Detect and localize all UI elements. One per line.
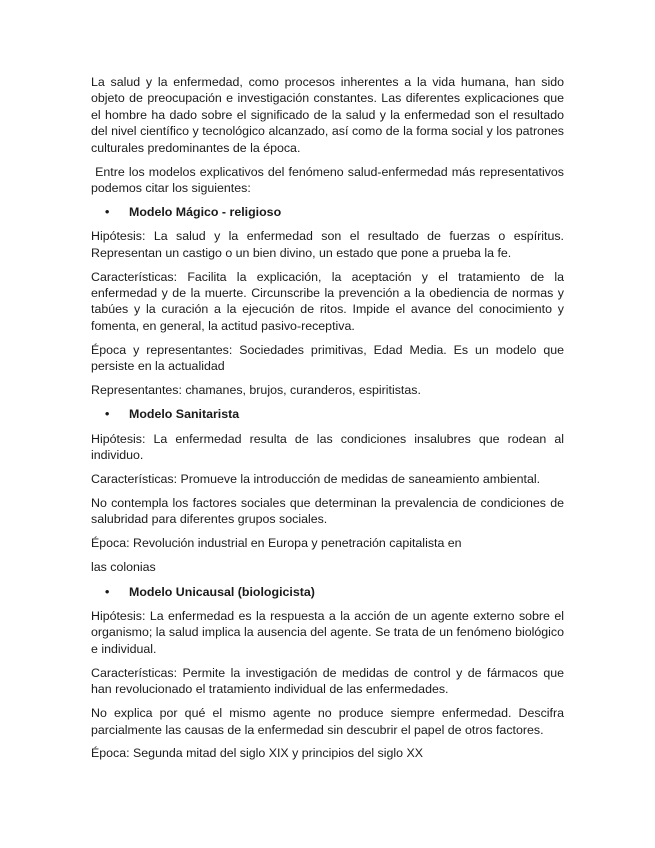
model-paragraph: Hipótesis: La salud y la enfermedad son el resultado de fuerzas o espíritus. Representan un castigo o un bien divino, un estado que pone a prueba la fe. [91, 229, 564, 260]
models-intro-paragraph: Entre los modelos explicativos del fenómeno salud-enfermedad más representativos podemos citar los siguientes: [91, 164, 564, 195]
model-paragraph: Características: Permite la investigación de medidas de control y de fármacos que han revolucionado el tratamiento individual de las enfermedades. [91, 665, 564, 697]
model-paragraph: No contempla los factores sociales que determinan la prevalencia de condiciones de salubridad para diferentes grupos sociales. [91, 496, 564, 527]
model-heading-unicausal [91, 584, 564, 600]
model-paragraph: Hipótesis: La enfermedad resulta de las condiciones insalubres que rodean al individuo. [91, 431, 564, 463]
model-title: Modelo Unicausal (biologicista) [129, 584, 315, 599]
model-title: Modelo Sanitarista [129, 407, 240, 422]
model-paragraph: No explica por qué el mismo agente no produce siempre enfermedad. Descifra parcialmente las causas de la enfermedad sin descubrir el papel de otros factores. [91, 706, 564, 737]
model-paragraph: Características: Facilita la explicación, la aceptación y el tratamiento de la enfermedad y de la muerte. Circunscribe la prevención a la obediencia de normas y tabúes y la curación a la ejecución de ritos. Impide el avance del conocimiento y fomenta, en general, la actitud pasivo-receptiva. [91, 269, 564, 333]
model-paragraph: Características: Promueve la introducción de medidas de saneamiento ambiental. [91, 472, 541, 487]
model-paragraph: Época y representantes: Sociedades primitivas, Edad Media. Es un modelo que persiste en la actualidad [91, 342, 564, 374]
model-heading-magico-religioso [91, 204, 564, 220]
bullet-icon: • [105, 204, 110, 219]
model-title: Modelo Mágico - religioso [129, 204, 282, 219]
intro-paragraph: La salud y la enfermedad, como procesos inherentes a la vida humana, han sido objeto de preocupación e investigación constantes. Las diferentes explicaciones que el hombre ha dado sobre el significado de la salud y la enfermedad son el resultado del nivel científico y tecnológico alcanzado, así como de la forma social y los patrones culturales predominantes de la época. [91, 75, 564, 155]
bullet-icon: • [105, 407, 110, 422]
bullet-icon: • [105, 584, 110, 599]
model-paragraph: Época: Revolución industrial en Europa y penetración capitalista en [91, 536, 462, 551]
model-paragraph: Representantes: chamanes, brujos, curanderos, espiritistas. [91, 383, 421, 397]
model-paragraph: Hipótesis: La enfermedad es la respuesta a la acción de un agente externo sobre el organismo; la salud implica la ausencia del agente. Se trata de un fenómeno biológico e individual. [91, 609, 564, 656]
document-page [91, 74, 564, 769]
model-paragraph: las colonias [91, 560, 156, 575]
model-paragraph: Época: Segunda mitad del siglo XIX y principios del siglo XX [91, 746, 423, 761]
model-heading-sanitarista [91, 406, 564, 422]
